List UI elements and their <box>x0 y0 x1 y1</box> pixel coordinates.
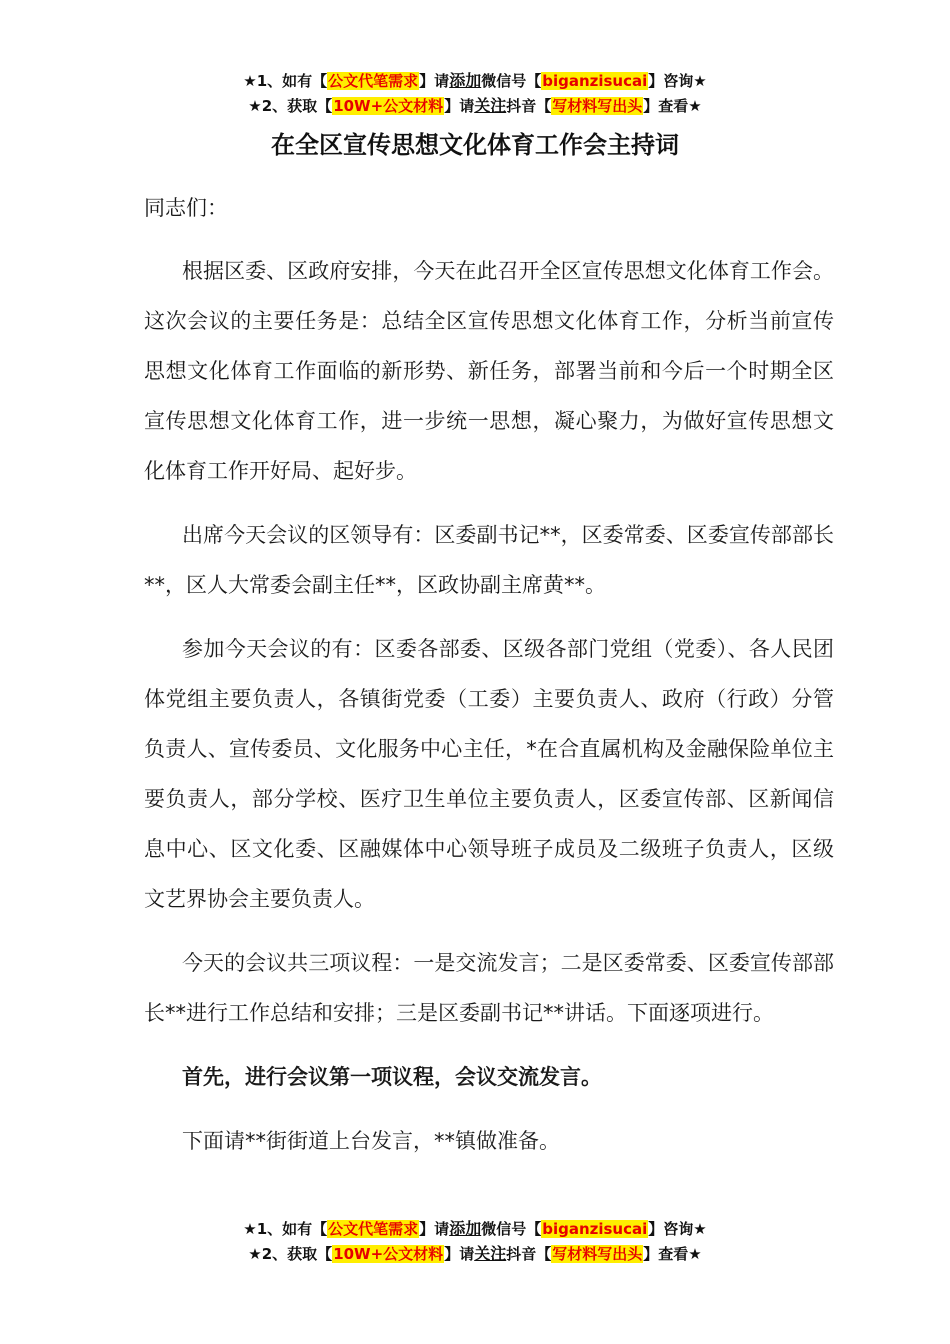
banner-text: 抖音【 <box>506 1245 552 1263</box>
highlight-douyin-account: 写材料写出头 <box>552 97 643 115</box>
banner-text: ★1、如有【 <box>243 1220 328 1238</box>
document-body <box>144 190 834 1180</box>
underlined-word: 关注 <box>474 96 507 115</box>
paragraph-first-item: 首先，进行会议第一项议程，会议交流发言。 <box>182 1065 602 1089</box>
salutation: 同志们： <box>144 196 228 220</box>
underlined-word: 添加 <box>449 71 482 90</box>
banner-text: ★2、获取【 <box>248 1245 333 1263</box>
highlight-materials: 10W+公文材料 <box>333 97 444 115</box>
paragraph-speaker-call: 下面请**街街道上台发言，**镇做准备。 <box>182 1129 560 1153</box>
paragraph-attending-leaders: 出席今天会议的区领导有：区委副书记**，区委常委、区委宣传部部长**，区人大常委会副主任**，区政协副主席黄**。 <box>144 523 834 597</box>
banner-line-1 <box>0 68 950 93</box>
banner-text: 】请 <box>444 97 475 115</box>
banner-text: 微信号【 <box>481 1220 542 1238</box>
paragraph-participants: 参加今天会议的有：区委各部委、区级各部门党组（党委）、各人民团体党组主要负责人，各镇街党委（工委）主要负责人、政府（行政）分管负责人、宣传委员、文化服务中心主任，*在合直属机构及金融保险单位主要负责人，部分学校、医疗卫生单位主要负责人，区委宣传部、区新闻信息中心、区文化委、区融媒体中心领导班子成员及二级班子负责人，区级文艺界协会主要负责人。 <box>144 637 834 911</box>
footer-banner <box>0 1216 950 1266</box>
highlight-wechat-id: biganzisucai <box>542 1220 648 1238</box>
banner-text: 微信号【 <box>481 72 542 90</box>
highlight-wechat-id: biganzisucai <box>542 72 648 90</box>
banner-text: 】请 <box>444 1245 475 1263</box>
banner-text: 】咨询★ <box>648 1220 707 1238</box>
banner-text: 】查看★ <box>643 1245 702 1263</box>
banner-line-1 <box>0 1216 950 1241</box>
header-banner <box>0 68 950 118</box>
banner-line-2 <box>0 1241 950 1266</box>
banner-line-2 <box>0 93 950 118</box>
highlight-service: 公文代笔需求 <box>328 72 419 90</box>
underlined-word: 添加 <box>449 1219 482 1238</box>
paragraph-intro: 根据区委、区政府安排，今天在此召开全区宣传思想文化体育工作会。这次会议的主要任务是：总结全区宣传思想文化体育工作，分析当前宣传思想文化体育工作面临的新形势、新任务，部署当前和今后一个时期全区宣传思想文化体育工作，进一步统一思想，凝心聚力，为做好宣传思想文化体育工作开好局、起好步。 <box>144 259 834 483</box>
banner-text: 抖音【 <box>506 97 552 115</box>
highlight-douyin-account: 写材料写出头 <box>552 1245 643 1263</box>
underlined-word: 关注 <box>474 1244 507 1263</box>
banner-text: 】查看★ <box>643 97 702 115</box>
banner-text: ★2、获取【 <box>248 97 333 115</box>
banner-text: 】请 <box>419 72 450 90</box>
banner-text: ★1、如有【 <box>243 72 328 90</box>
highlight-service: 公文代笔需求 <box>328 1220 419 1238</box>
highlight-materials: 10W+公文材料 <box>333 1245 444 1263</box>
banner-text: 】咨询★ <box>648 72 707 90</box>
banner-text: 】请 <box>419 1220 450 1238</box>
paragraph-agenda: 今天的会议共三项议程：一是交流发言；二是区委常委、区委宣传部部长**进行工作总结和安排；三是区委副书记**讲话。下面逐项进行。 <box>144 951 834 1025</box>
document-title: 在全区宣传思想文化体育工作会主持词 <box>271 131 679 159</box>
